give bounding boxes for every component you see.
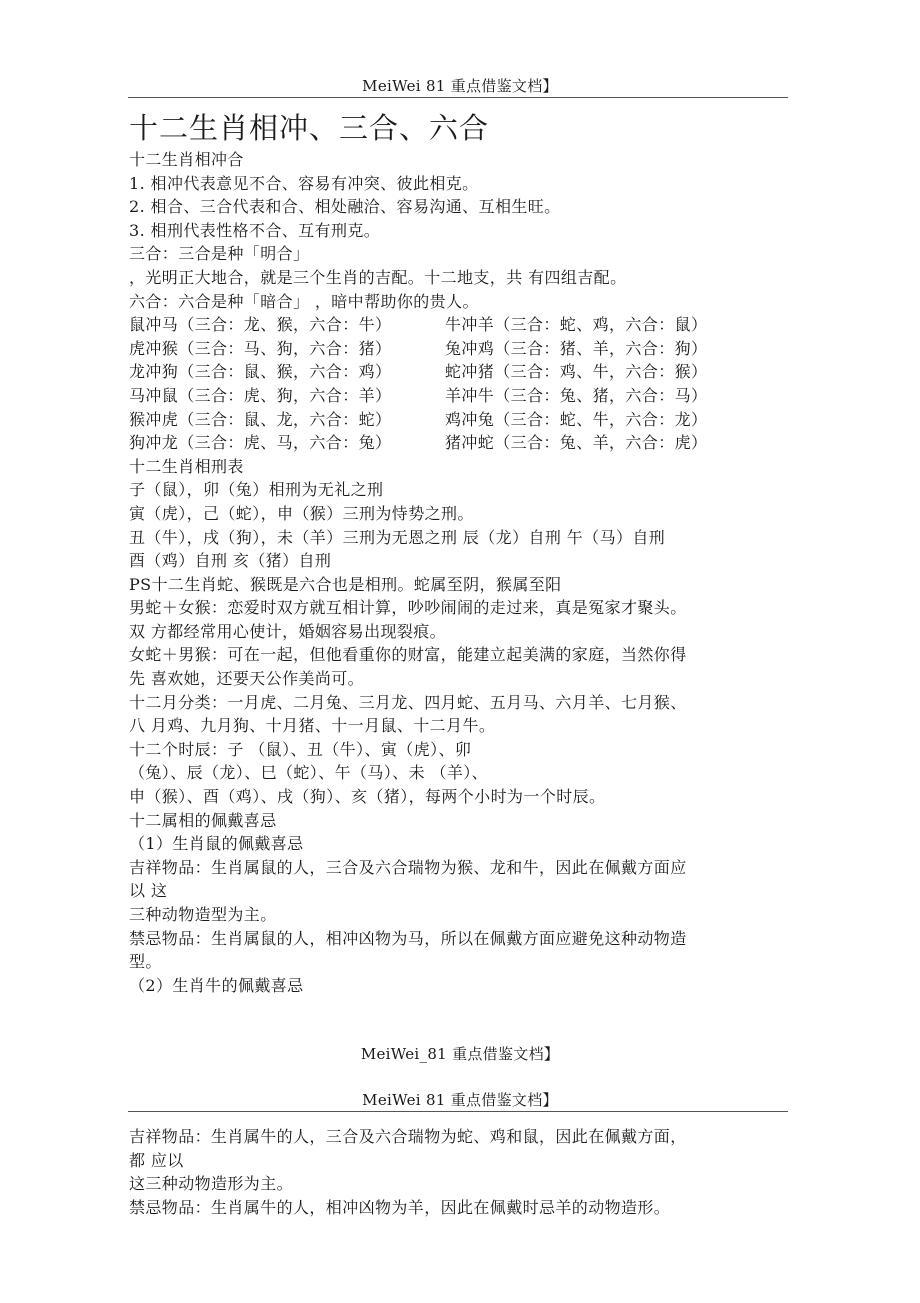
pair-left: 马冲鼠（三合：虎、狗，六合：羊）: [129, 385, 392, 405]
running-header: MeiWei 81 重点借鉴文档】: [362, 1091, 558, 1109]
pair-right: 牛冲羊（三合：蛇、鸡，六合：鼠）: [445, 315, 708, 335]
punish-line: 子（鼠），卯（兔）相刑为无礼之刑: [129, 480, 384, 500]
pair-row: [129, 408, 789, 432]
pair-left: 猴冲虎（三合：鼠、龙，六合：蛇）: [129, 409, 392, 429]
page-content: [129, 1125, 789, 1219]
paragraph-line: 双 方都经常用心使计，婚姻容易出现裂痕。: [129, 621, 447, 641]
list-item: 2. 相合、三合代表和合、相处融洽、容易沟通、互相生旺。: [129, 197, 561, 217]
liuhe-line: 六合：六合是种「暗合」 ，暗中帮助你的贵人。: [129, 291, 479, 311]
pair-right: 兔冲鸡（三合：猪、羊，六合：狗）: [445, 338, 708, 358]
ox-lucky-line: 吉祥物品：生肖属牛的人，三合及六合瑞物为蛇、鸡和鼠，因此在佩戴方面，: [129, 1127, 687, 1146]
running-footer: MeiWei_81 重点借鉴文档】: [360, 1045, 560, 1063]
ox-lucky-line: 都 应以: [129, 1150, 184, 1170]
zodiac-pairs: [129, 313, 789, 455]
pair-row: [129, 431, 789, 455]
pair-left: 虎冲猴（三合：马、狗，六合：猪）: [129, 338, 392, 358]
page-content: [129, 108, 789, 997]
hours-line: 申（猴）、酉（鸡）、戌（狗）、亥（猪），每两个小时为一个时辰。: [129, 787, 606, 807]
paragraph-line: 男蛇＋女猴：恋爱时双方就互相计算，吵吵闹闹的走过来，真是冤家才聚头。: [129, 598, 687, 618]
rat-taboo-line: 型。: [129, 952, 162, 972]
rat-lucky-line: 吉祥物品：生肖属鼠的人，三合及六合瑞物为猴、龙和牛，因此在佩戴方面应: [129, 857, 687, 877]
hours-line: 十二个时辰：子 （鼠）、丑（牛）、寅（虎）、卯: [129, 739, 472, 759]
document-title: 十二生肖相冲、三合、六合: [129, 111, 490, 145]
pair-right: 羊冲牛（三合：兔、猪，六合：马）: [445, 385, 708, 405]
pair-row: [129, 337, 789, 361]
pair-left: 狗冲龙（三合：虎、马，六合：兔）: [129, 433, 392, 453]
running-header: MeiWei 81 重点借鉴文档】: [362, 77, 558, 95]
paragraph-line: 女蛇＋男猴：可在一起，但他看重你的财富，能建立起美满的家庭，当然你得: [129, 645, 687, 665]
ps-note: PS十二生肖蛇、猴既是六合也是相刑。蛇属至阴，猴属至阳: [129, 574, 562, 594]
sanhe-line: 三合：三合是种「明合」: [129, 244, 310, 264]
pair-left: 鼠冲马（三合：龙、猴，六合：牛）: [129, 315, 392, 335]
months-line: 八 月鸡、九月狗、十月猪、十一月鼠、十二月牛。: [129, 716, 496, 736]
section-heading-punish: 十二生肖相刑表: [129, 456, 244, 476]
subheading-ox: （2）生肖牛的佩戴喜忌: [129, 975, 304, 995]
pair-row: [129, 384, 789, 408]
months-line: 十二月分类：一月虎、二月兔、三月龙、四月蛇、五月马、六月羊、七月猴、: [129, 692, 687, 712]
rat-taboo-line: 禁忌物品：生肖属鼠的人，相冲凶物为马，所以在佩戴方面应避免这种动物造: [129, 928, 687, 948]
pair-right: 猪冲蛇（三合：兔、羊，六合：虎）: [445, 433, 708, 453]
ox-taboo-line: 禁忌物品：生肖属牛的人，相冲凶物为羊，因此在佩戴时忌羊的动物造形。: [129, 1197, 671, 1217]
rat-lucky-line: 三种动物造型为主。: [129, 905, 277, 924]
section-heading-wear: 十二属相的佩戴喜忌: [129, 810, 277, 830]
header-rule: [128, 97, 788, 98]
hours-line: （兔）、辰（龙）、巳（蛇）、午（马）、未 （羊）、: [129, 763, 489, 783]
punish-line: 酉（鸡）自刑 亥（猪）自刑: [129, 551, 332, 571]
pair-right: 鸡冲兔（三合：蛇、牛，六合：龙）: [445, 409, 708, 429]
ox-lucky-line: 这三种动物造形为主。: [129, 1174, 294, 1194]
list-item: 1. 相冲代表意见不合、容易有冲突、彼此相克。: [129, 173, 479, 193]
rat-lucky-line: 以 这: [129, 881, 168, 901]
sanhe-line: ，光明正大地合，就是三个生肖的吉配。十二地支，共 有四组吉配。: [129, 267, 627, 287]
pair-row: [129, 313, 789, 337]
punish-line: 丑（牛），戌（狗），未（羊）三刑为无恩之刑 辰（龙）自刑 午（马）自刑: [129, 527, 666, 547]
header-rule: [128, 1111, 788, 1112]
pair-left: 龙冲狗（三合：鼠、猴，六合：鸡）: [129, 362, 392, 382]
document-page-2: [0, 1083, 920, 1303]
section-heading-conflict: 十二生肖相冲合: [129, 150, 244, 169]
pair-right: 蛇冲猪（三合：鸡、牛，六合：猴）: [445, 362, 708, 382]
list-item: 3. 相刑代表性格不合、互有刑克。: [129, 220, 381, 240]
punish-line: 寅（虎），己（蛇），申（猴）三刑为恃势之刑。: [129, 503, 474, 523]
paragraph-line: 先 喜欢她，还要天公作美尚可。: [129, 669, 365, 689]
pair-row: [129, 360, 789, 384]
subheading-rat: （1）生肖鼠的佩戴喜忌: [129, 834, 304, 854]
